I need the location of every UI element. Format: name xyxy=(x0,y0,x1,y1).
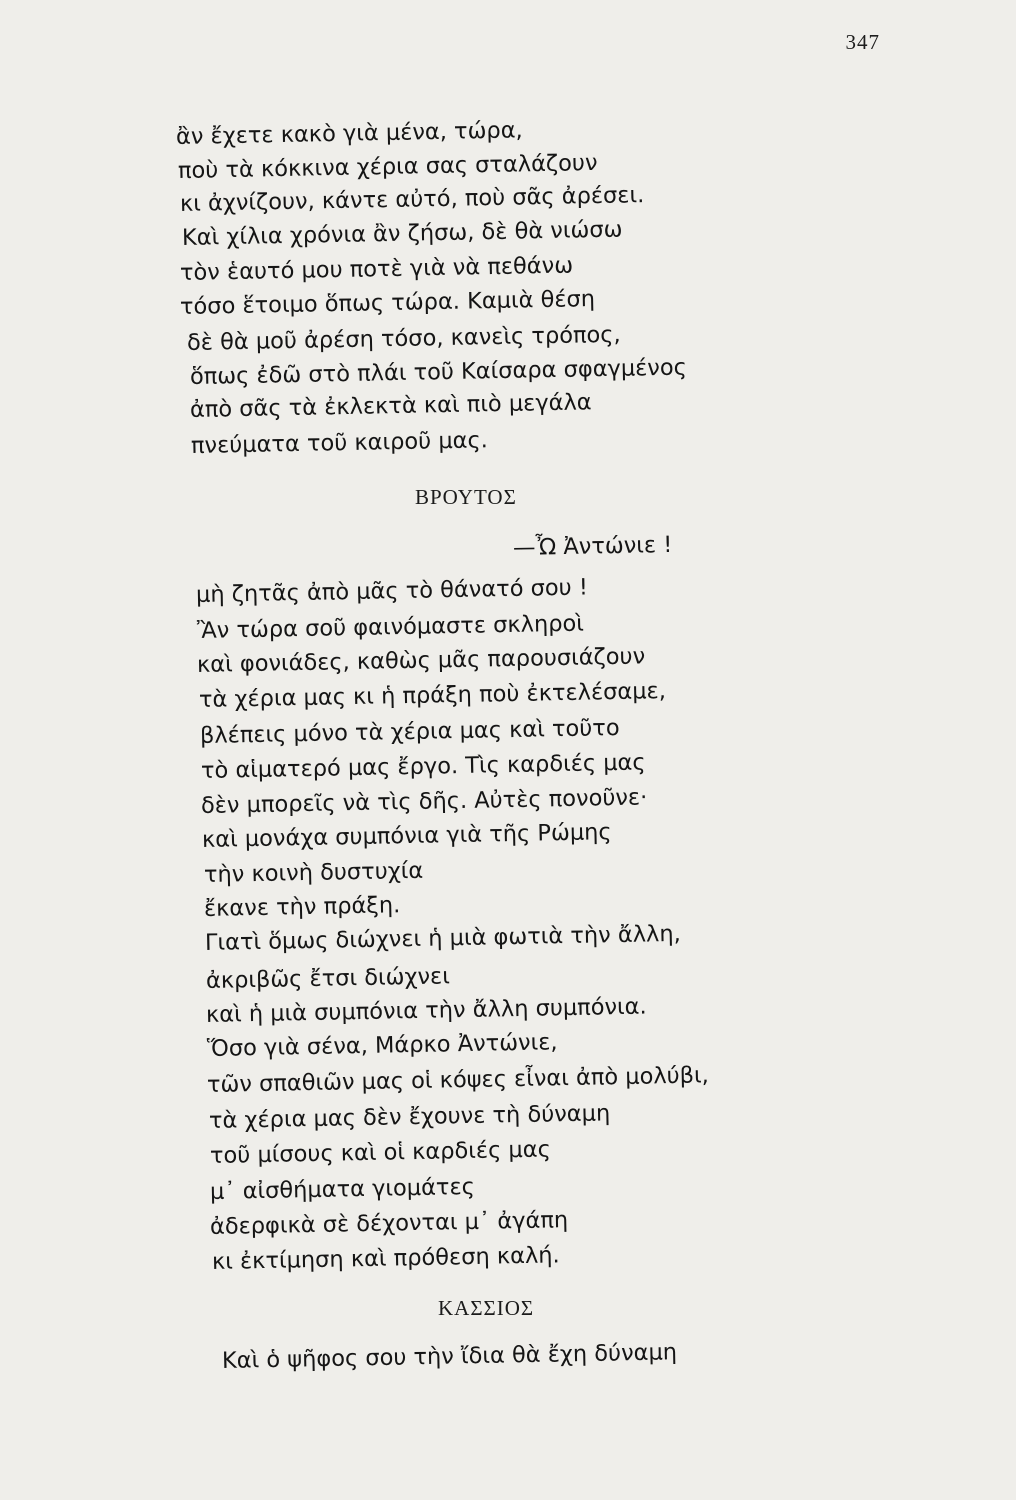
verse-line: τῶν σπαθιῶν μας οἱ κόψες εἶναι ἀπὸ μολύβι, xyxy=(206,1062,710,1098)
verse-line: Ἂν τώρα σοῦ φαινόμαστε σκληροὶ xyxy=(196,610,585,644)
verse-line: κι ἀχνίζουν, κάντε αὐτό, ποὺ σᾶς ἀρέσει. xyxy=(179,182,645,217)
verse-line: ὅπως ἐδῶ στὸ πλάι τοῦ Καίσαρα σφαγμένος xyxy=(189,354,688,390)
verse-line: —Ὦ Ἀντώνιε ! xyxy=(512,531,673,561)
verse-line: τοῦ μίσους καὶ οἱ καρδιές μας xyxy=(209,1136,552,1169)
verse-line: τὴν κοινὴ δυστυχία xyxy=(203,857,424,888)
verse-line: ἀκριβῶς ἔτσι διώχνει xyxy=(205,963,451,994)
verse-line: καὶ φονιάδες, καθὼς μᾶς παρουσιάζουν xyxy=(196,643,646,678)
verse-line: καὶ ἡ μιὰ συμπόνια τὴν ἄλλη συμπόνια. xyxy=(205,993,647,1028)
verse-line: δὲ θὰ μοῦ ἀρέση τόσο, κανεὶς τρόπος, xyxy=(186,321,621,356)
verse-line: Καὶ χίλια χρόνια ἂν ζήσω, δὲ θὰ νιώσω xyxy=(181,216,623,251)
verse-line: ποὺ τὰ κόκκινα χέρια σας σταλάζουν xyxy=(177,149,598,184)
speaker-heading: ΚΑΣΣΙΟΣ xyxy=(438,1296,535,1320)
verse-line: ἂν ἔχετε κακὸ γιὰ μένα, τώρα, xyxy=(175,117,523,150)
verse-line: μ᾽ αἰσθήματα γιομάτες xyxy=(209,1173,476,1205)
speaker-heading: ΒΡΟΥΤΟΣ xyxy=(415,485,517,509)
verse-line: Ὅσο γιὰ σένα, Μάρκο Ἀντώνιε, xyxy=(206,1029,558,1062)
verse-line: κι ἐκτίμηση καὶ πρόθεση καλή. xyxy=(211,1242,560,1275)
verse-line: ἀδερφικὰ σὲ δέχονται μ᾽ ἀγάπη xyxy=(209,1207,569,1240)
verse-line: Γιατὶ ὅμως διώχνει ἡ μιὰ φωτιὰ τὴν ἄλλη, xyxy=(204,920,682,956)
verse-line: ἔκανε τὴν πράξη. xyxy=(203,892,401,922)
page-number: 347 xyxy=(845,30,880,54)
verse-line: τὸ αἱματερό μας ἔργο. Τὶς καρδιές μας xyxy=(200,749,646,784)
verse-line: τὰ χέρια μας δὲν ἔχουνε τὴ δύναμη xyxy=(208,1100,611,1134)
verse-line: καὶ μονάχα συμπόνια γιὰ τῆς Ρώμης xyxy=(201,819,612,853)
verse-line: βλέπεις μόνο τὰ χέρια μας καὶ τοῦτο xyxy=(199,714,620,749)
verse-line: δὲν μπορεῖς νὰ τὶς δῆς. Αὐτὲς πονοῦνε· xyxy=(200,784,648,819)
verse-line: τὸν ἑαυτό μου ποτὲ γιὰ νὰ πεθάνω xyxy=(179,252,574,286)
verse-line: τόσο ἕτοιμο ὅπως τώρα. Καμιὰ θέση xyxy=(179,286,596,320)
verse-line: τὰ χέρια μας κι ἡ πράξη ποὺ ἐκτελέσαμε, xyxy=(198,678,667,713)
verse-line: πνεύματα τοῦ καιροῦ μας. xyxy=(190,427,489,459)
verse-line: μὴ ζητᾶς ἀπὸ μᾶς τὸ θάνατό σου ! xyxy=(195,574,589,608)
verse-line: ἀπὸ σᾶς τὰ ἐκλεκτὰ καὶ πιὸ μεγάλα xyxy=(189,389,592,423)
verse-line: Καὶ ὁ ψῆφος σου τὴν ἴδια θὰ ἔχη δύναμη xyxy=(221,1339,678,1374)
